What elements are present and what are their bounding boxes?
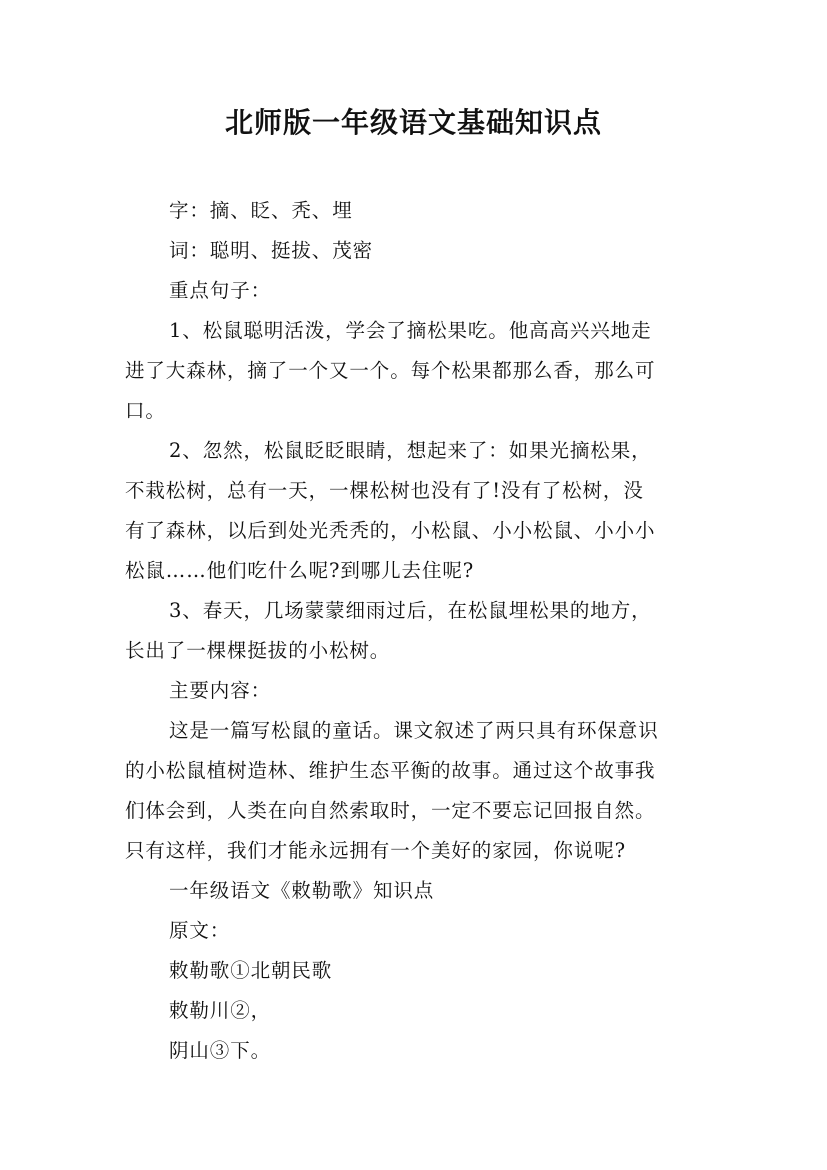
line-sentence-2-part-4: 松鼠……他们吃什么呢?到哪儿去住呢?: [125, 559, 475, 582]
line-main-content-part-2: 的小松鼠植树造林、维护生态平衡的故事。通过这个故事我: [125, 759, 656, 782]
line-sentence-3-part-2: 长出了一棵棵挺拔的小松树。: [125, 639, 391, 662]
line-original-text-heading: 原文：: [169, 919, 231, 942]
document-body: [125, 191, 725, 1071]
line-sentence-1-part-3: 口。: [125, 399, 166, 422]
line-poem-verse-2: 阴山③下。: [169, 1039, 272, 1062]
line-sentence-1-part-2: 进了大森林，摘了一个又一个。每个松果都那么香，那么可: [125, 359, 656, 382]
line-main-content-heading: 主要内容：: [169, 679, 272, 702]
line-main-content-part-1: 这是一篇写松鼠的童话。课文叙述了两只具有环保意识: [169, 719, 659, 742]
line-poem-verse-1: 敕勒川②，: [169, 999, 272, 1022]
document-title: 北师版一年级语文基础知识点: [224, 106, 602, 139]
line-sentence-2-part-3: 有了森林，以后到处光秃秃的，小松鼠、小小松鼠、小小小: [125, 519, 656, 542]
line-main-content-part-4: 只有这样，我们才能永远拥有一个美好的家园，你说呢?: [125, 839, 626, 862]
line-main-content-part-3: 们体会到，人类在向自然索取时，一定不要忘记回报自然。: [125, 799, 656, 822]
line-sentence-1-part-1: 1、松鼠聪明活泼，学会了摘松果吃。他高高兴兴地走: [169, 319, 652, 342]
line-words: 词：聪明、挺拔、茂密: [169, 239, 374, 262]
line-sentence-2-part-1: 2、忽然，松鼠眨眨眼睛，想起来了：如果光摘松果，: [169, 439, 652, 462]
line-key-sentences-heading: 重点句子：: [169, 279, 272, 302]
line-sentence-2-part-2: 不栽松树，总有一天，一棵松树也没有了!没有了松树，没: [125, 479, 644, 502]
line-poem-section-heading: 一年级语文《敕勒歌》知识点: [169, 879, 435, 902]
line-sentence-3-part-1: 3、春天，几场蒙蒙细雨过后，在松鼠埋松果的地方，: [169, 599, 652, 622]
line-characters: 字：摘、眨、秃、埋: [169, 199, 353, 222]
line-poem-title: 敕勒歌①北朝民歌: [169, 959, 333, 982]
